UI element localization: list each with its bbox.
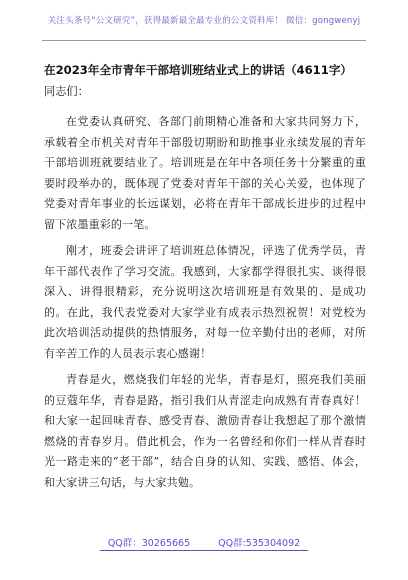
footer-underline (100, 550, 308, 551)
document-body (44, 48, 366, 493)
qq-group-2: QQ群:535304092 (218, 538, 301, 549)
document-title: 在2023年全市青年干部培训班结业式上的讲话（4611字） (44, 63, 353, 77)
paragraph-1: 在党委认真研究、各部门前期精心准备和大家共同努力下，承载着全市机关对青年干部殷切期盼和助推事业永续发展的青年干部培训班就要结业了。培训班是在年中各项任务十分繁重的重要时段举办的，既体现了党委对青年干部的关心关爱，也体现了党委对青年事业的长远谋划，必将在青年干部成长进步的过程中留下浓墨重彩的一笔。 (44, 115, 366, 231)
salutation: 同志们： (44, 85, 89, 98)
paragraph-2: 刚才，班委会讲评了培训班总体情况，评选了优秀学员，青年干部代表作了学习交流。我感到，大家都学得很扎实、谈得很深入、讲得很精彩，充分说明这次培训班是有效果的、是成功的。在此，我代表党委对大家学业有成表示热烈祝贺！对党校为此次培训活动提供的热情服务，对每一位辛勤付出的老师，对所有辛苦工作的人员表示衷心感谢！ (44, 244, 366, 360)
header-promo-note: 关注头条号“公文研究”，获得最新最全最专业的公文资料库！ 微信：gongwenyj (47, 16, 361, 26)
footer-contact (0, 535, 408, 549)
header-divider (42, 40, 366, 41)
paragraph-3: 青春是火，燃烧我们年轻的光华，青春是灯，照亮我们美丽的豆蔻年华，青春是路，指引我们从青涩走向成熟有青春真好！和大家一起回味青春、感受青春、激励青春让我想起了那个激情燃烧的青春岁月。借此机会，作为一名曾经和你们一样从青春时光一路走来的“老干部”，结合自身的认知、实践、感悟、体会，和大家讲三句话，与大家共勉。 (44, 373, 366, 489)
qq-group-1: QQ群：30265665 (107, 538, 191, 549)
